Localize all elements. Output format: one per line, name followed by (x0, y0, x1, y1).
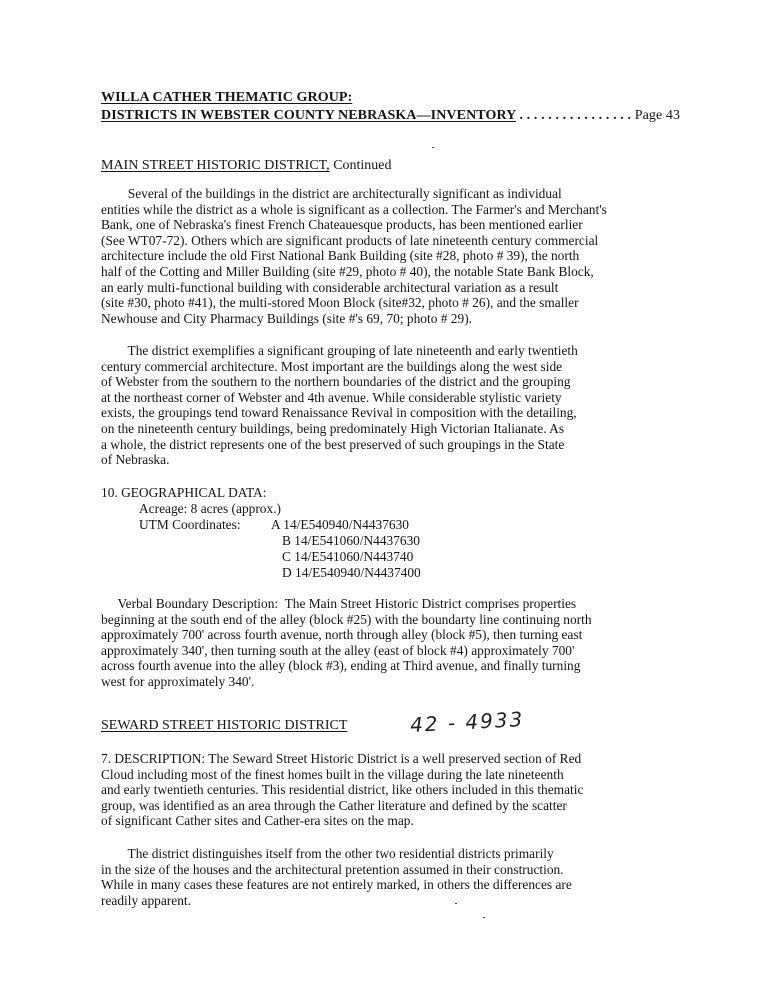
seward-street-title: SEWARD STREET HISTORIC DISTRICT (101, 718, 348, 733)
text-line: at the northeast corner of Webster and 4th avenue. While considerable stylistic variety (101, 389, 562, 405)
text-line: approximately 700' across fourth avenue, north through alley (block #5), then turning east (101, 627, 583, 643)
main-street-heading (101, 156, 392, 174)
boundary-description (101, 596, 761, 690)
text-line: across fourth avenue into the alley (block #3), ending at Third avenue, and finally turning (101, 658, 581, 674)
text-line: in the size of the houses and the architectural pretention assumed in their construction. (101, 861, 564, 877)
header-leader: . . . . . . . . . . . . . . . . (519, 108, 632, 123)
continued-label: Continued (329, 158, 392, 173)
text-line: west for approximately 340'. (101, 673, 255, 689)
text-line: Verbal Boundary Description: The Main Street Historic District comprises properties (101, 596, 577, 611)
text-line: (See WT07-72). Others which are significant products of late nineteenth century commercial (101, 232, 599, 248)
utm-coordinate-a: A 14/E540940/N4437630 (271, 517, 409, 532)
geographical-data-heading: 10. GEOGRAPHICAL DATA: (101, 485, 267, 500)
text-line: century commercial architecture. Most important are the buildings along the west side (101, 358, 563, 374)
utm-label: UTM Coordinates: (139, 517, 241, 532)
text-line: an early multi-functional building with considerable architectural variation as a result (101, 279, 559, 295)
text-line: and early twentieth centuries. This residential district, like others included in this thematic (101, 782, 584, 798)
text-line: of significant Cather sites and Cather-era sites on the map. (101, 813, 414, 829)
header-subtitle: DISTRICTS IN WEBSTER COUNTY NEBRASKA—INVENTORY (101, 108, 516, 123)
text-line: approximately 340', then turning south at the alley (east of block #4) approximately 700' (101, 642, 575, 658)
acreage: Acreage: 8 acres (approx.) (139, 501, 282, 516)
text-line: exists, the groupings tend toward Renaissance Revival in composition with the detailing, (101, 405, 577, 421)
text-line: architecture include the old First National Bank Building (site #28, photo # 39), the north (101, 248, 580, 264)
text-line: beginning at the south end of the alley (block #25) with the boundarty line continuing north (101, 611, 592, 627)
scan-speck (432, 147, 434, 148)
page-number: Page 43 (634, 108, 681, 123)
text-line: of Webster from the southern to the northern boundaries of the district and the grouping (101, 374, 571, 390)
text-line: Bank, one of Nebraska's finest French Chateauesque products, has been mentioned earlier (101, 217, 583, 233)
text-line: The district exemplifies a significant grouping of late nineteenth and early twentieth (101, 343, 578, 358)
text-line: readily apparent. (101, 892, 191, 908)
text-line: 7. DESCRIPTION: The Seward Street Historic District is a well preserved section of Red (101, 751, 582, 766)
text-line: Several of the buildings in the district are architecturally significant as individual (101, 186, 562, 201)
utm-coordinate-c: C 14/E541060/N443740 (282, 549, 414, 564)
text-line: group, was identified as an area through the Cather literature and defined by the scatter (101, 797, 567, 813)
seward-paragraph-2 (101, 846, 761, 908)
text-line: (site #30, photo #41), the multi-stored Moon Block (site#32, photo # 26), and the smaller (101, 295, 579, 311)
utm-coordinate-d: D 14/E540940/N4437400 (282, 565, 421, 580)
scan-speck (455, 903, 457, 904)
scan-speck (483, 917, 485, 918)
text-line: Cloud including most of the finest homes built in the village during the late nineteenth (101, 766, 564, 782)
main-street-title: MAIN STREET HISTORIC DISTRICT, (101, 158, 330, 173)
seward-description (101, 751, 761, 829)
header-title: WILLA CATHER THEMATIC GROUP: (101, 90, 353, 105)
main-street-paragraph-1 (101, 186, 761, 326)
header-subtitle-row (101, 108, 680, 124)
text-line: Newhouse and City Pharmacy Buildings (site #'s 69, 70; photo # 29). (101, 310, 472, 326)
handwritten-note: 42 - 4933 (409, 707, 525, 737)
main-street-paragraph-2 (101, 343, 761, 468)
text-line: half of the Cotting and Miller Building (site #29, photo # 40), the notable State Bank Block, (101, 263, 594, 279)
text-line: The district distinguishes itself from the other two residential districts primarily (101, 846, 554, 861)
text-line: entities while the district as a whole is significant as a collection. The Farmer's and Merchant's (101, 201, 607, 217)
text-line: While in many cases these features are not entirely marked, in others the differences are (101, 877, 572, 893)
text-line: on the nineteenth century buildings, being predominately High Victorian Italianate. As (101, 420, 565, 436)
text-line: of Nebraska. (101, 452, 170, 468)
utm-coordinate-b: B 14/E541060/N4437630 (282, 533, 420, 548)
text-line: a whole, the district represents one of the best preserved of such groupings in the State (101, 436, 565, 452)
